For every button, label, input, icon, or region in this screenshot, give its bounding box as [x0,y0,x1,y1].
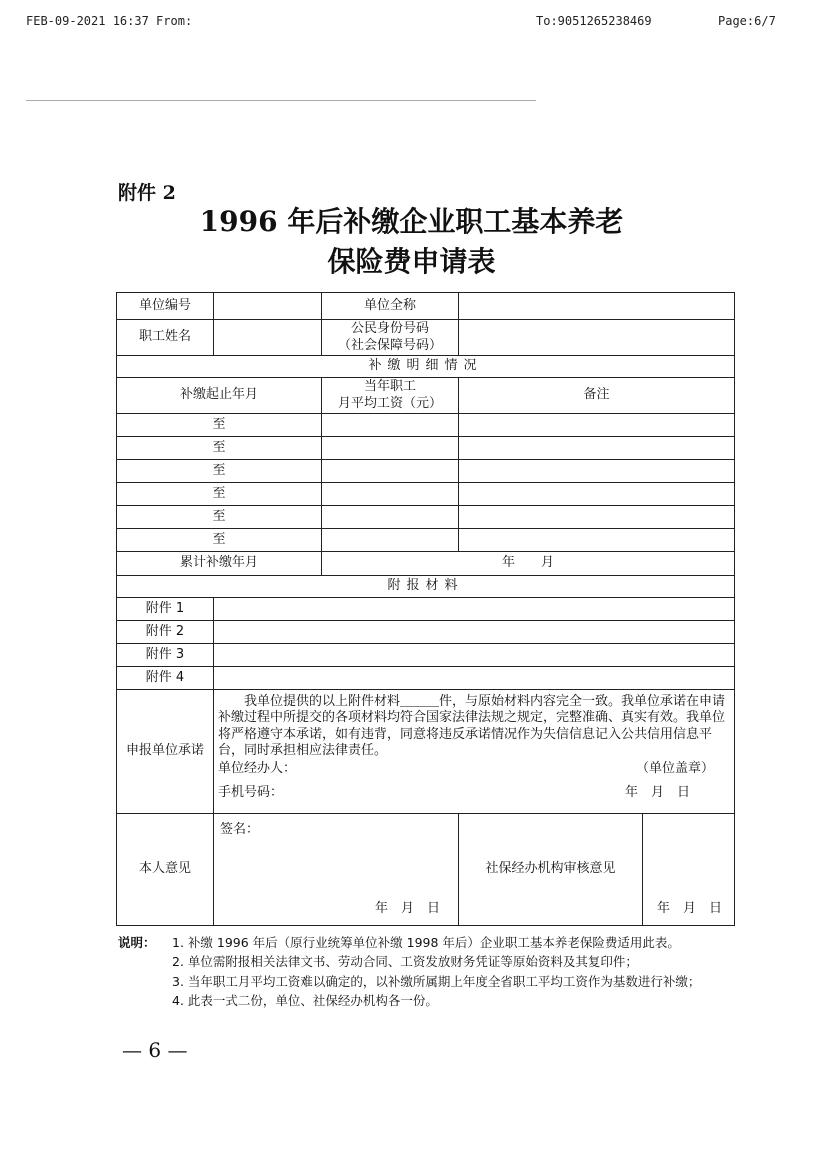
commitment-label: 申报单位承诺 [117,690,214,814]
remark-cell[interactable] [459,529,735,552]
fax-header-from: FEB-09-2021 16:37 From: [26,14,193,28]
total-period-value[interactable]: 年 月 [322,552,735,576]
agency-review-cell[interactable] [643,814,735,926]
detail-section-header: 补缴明细情况 [117,356,735,378]
note-item: 2. 单位需附报相关法律文书、劳动合同、工资发放财务凭证等原始资料及其复印件； [172,954,638,970]
wage-column-header [322,378,459,414]
commitment-date: 年 月 日 [624,785,690,801]
form-title-line2: 保险费申请表 [327,245,496,278]
unit-number-field[interactable] [214,293,322,320]
total-period-label: 累计补缴年月 [117,552,322,576]
personal-date: 年 月 日 [374,900,440,916]
unit-name-field[interactable] [459,293,735,320]
remark-cell[interactable] [459,483,735,506]
wage-cell[interactable] [322,529,459,552]
materials-section-header: 附报材料 [117,576,735,598]
attachment-label: 附件 2 [118,182,176,204]
attachment-field[interactable] [214,667,735,690]
agency-review-label: 社保经办机构审核意见 [459,814,643,926]
period-row[interactable]: 至 [117,506,322,529]
note-item: 4. 此表一式二份，单位、社保经办机构各一份。 [172,993,438,1009]
unit-seal-label: （单位盖章） [635,761,714,776]
note-item: 3. 当年职工月平均工资难以确定的，以补缴所属期上年度全省职工平均工资作为基数进行补缴； [172,973,701,989]
remark-cell[interactable] [459,460,735,483]
notes-lead: 说明： [118,935,156,950]
note-item: 1. 补缴 1996 年后（原行业统筹单位补缴 1998 年后）企业职工基本养老保险费适用此表。 [172,935,680,950]
attachment-field[interactable] [214,644,735,667]
commitment-cell [214,690,735,814]
commitment-text: 我单位提供的以上附件材料＿＿＿件，与原始材料内容完全一致。我单位承诺在申请补缴过程中所提交的各项材料均符合国家法律法规之规定，完整准确、真实有效。我单位将严格遵守本承诺，如有违背，同意将违反承诺情况作为失信信息记入公共信用信息平台，同时承担相应法律责任。 [218,694,726,758]
fax-header-to: To:9051265238469 [536,14,652,28]
unit-handler-label: 单位经办人： [218,761,297,776]
personal-opinion-cell[interactable] [214,814,459,926]
remark-column-header: 备注 [459,378,735,414]
attachment-field[interactable] [214,598,735,621]
period-row[interactable]: 至 [117,414,322,437]
fax-header-page: Page:6/7 [718,14,776,28]
wage-cell[interactable] [322,414,459,437]
phone-label: 手机号码： [218,785,284,801]
id-number-field[interactable] [459,320,735,356]
remark-cell[interactable] [459,506,735,529]
personal-opinion-label: 本人意见 [117,814,214,926]
period-row[interactable]: 至 [117,437,322,460]
wage-cell[interactable] [322,460,459,483]
page-number: — 6 — [122,1038,188,1062]
signature-label: 签名： [220,822,260,837]
attachment-row-label: 附件 4 [117,667,214,690]
wage-cell[interactable] [322,483,459,506]
attachment-row-label: 附件 3 [117,644,214,667]
notes [118,933,738,1011]
wage-header-line2: 月平均工资（元） [337,395,442,411]
fax-divider [26,100,536,101]
application-form [116,292,735,926]
period-row[interactable]: 至 [117,460,322,483]
id-number-note: （社会保障号码） [337,337,442,353]
wage-cell[interactable] [322,506,459,529]
period-column-header: 补缴起止年月 [117,378,322,414]
wage-header-line1: 当年职工 [363,379,416,395]
period-row[interactable]: 至 [117,529,322,552]
wage-cell[interactable] [322,437,459,460]
unit-number-label: 单位编号 [117,293,214,320]
form-title-line1: 1996 年后补缴企业职工基本养老 [199,205,624,238]
remark-cell[interactable] [459,414,735,437]
attachment-row-label: 附件 2 [117,621,214,644]
employee-name-label: 职工姓名 [117,320,214,356]
attachment-field[interactable] [214,621,735,644]
period-row[interactable]: 至 [117,483,322,506]
attachment-row-label: 附件 1 [117,598,214,621]
employee-name-field[interactable] [214,320,322,356]
id-number-text: 公民身份号码 [350,321,429,337]
remark-cell[interactable] [459,437,735,460]
unit-name-label: 单位全称 [322,293,459,320]
agency-date: 年 月 日 [656,900,722,916]
id-number-label [322,320,459,356]
